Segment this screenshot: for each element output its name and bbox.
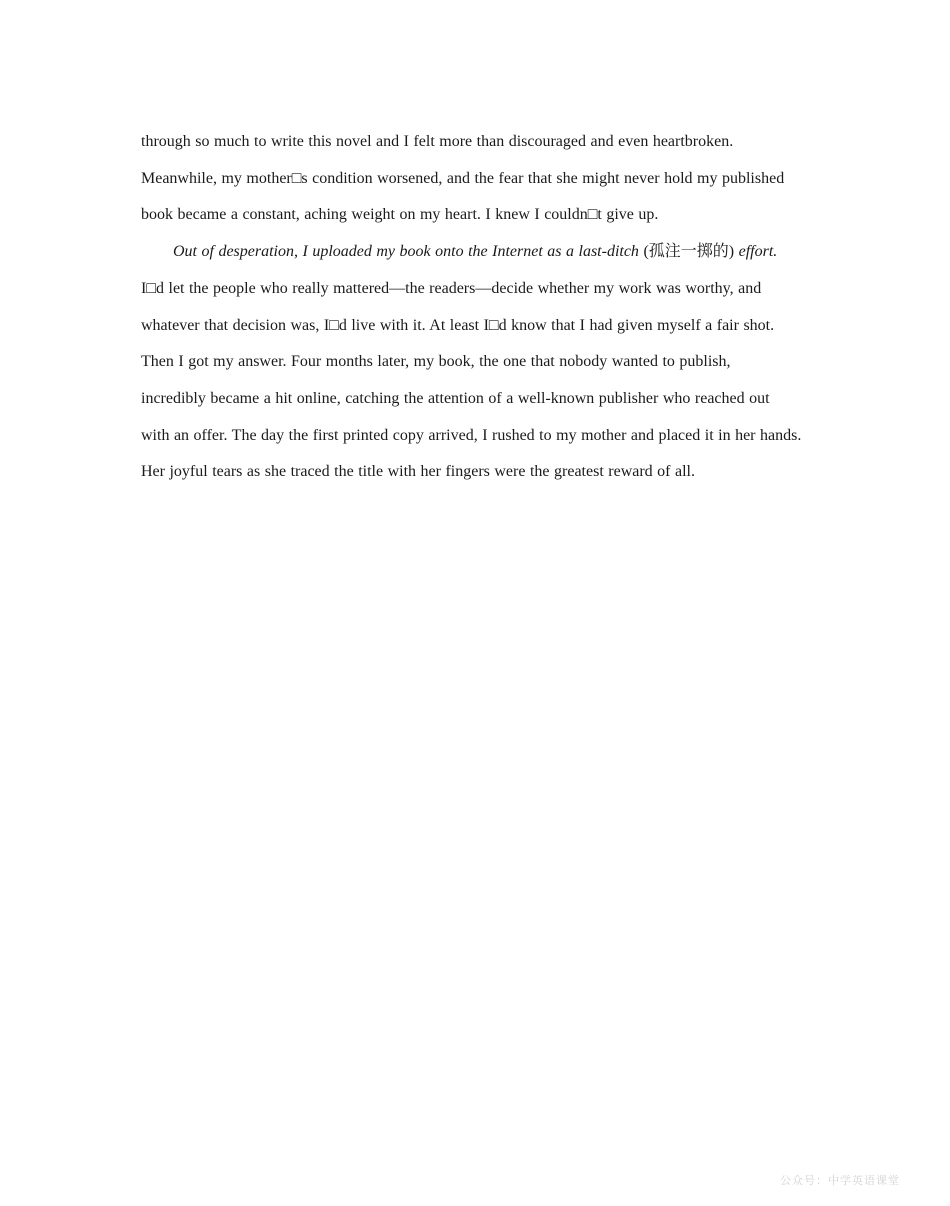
paragraph-line: with an offer. The day the first printed copy arrived, I rushed to my mother and placed it in her hands.: [141, 426, 802, 444]
paragraph-line: incredibly became a hit online, catching the attention of a well-known publisher who reached out: [141, 389, 770, 407]
essay-text: [141, 124, 841, 491]
paragraph-line: whatever that decision was, I□d live with it. At least I□d know that I had given myself a fair shot.: [141, 316, 775, 334]
paragraph-line: I□d let the people who really mattered—the readers—decide whether my work was worthy, and: [141, 279, 762, 297]
paragraph-line: Then I got my answer. Four months later, my book, the one that nobody wanted to publish,: [141, 353, 731, 371]
prompt-chinese-gloss: (孤注一掷的): [638, 243, 739, 261]
paragraph-line: Meanwhile, my mother□s condition worsened, and the fear that she might never hold my published: [141, 169, 785, 187]
paragraph-1: [141, 124, 841, 234]
paragraph-line: book became a constant, aching weight on my heart. I knew I couldn□t give up.: [141, 206, 659, 224]
paragraph-line: Her joyful tears as she traced the title with her fingers were the greatest reward of all.: [141, 463, 695, 481]
prompt-italic-end: effort.: [738, 243, 778, 261]
paragraph-line: through so much to write this novel and I felt more than discouraged and even heartbroken.: [141, 133, 734, 150]
paragraph-2: [141, 234, 841, 491]
prompt-italic-start: Out of desperation, I uploaded my book onto the Internet as a last-ditch: [173, 243, 639, 261]
continuation-prompt: [141, 234, 841, 271]
watermark: 公众号：中学英语课堂: [780, 1174, 900, 1187]
